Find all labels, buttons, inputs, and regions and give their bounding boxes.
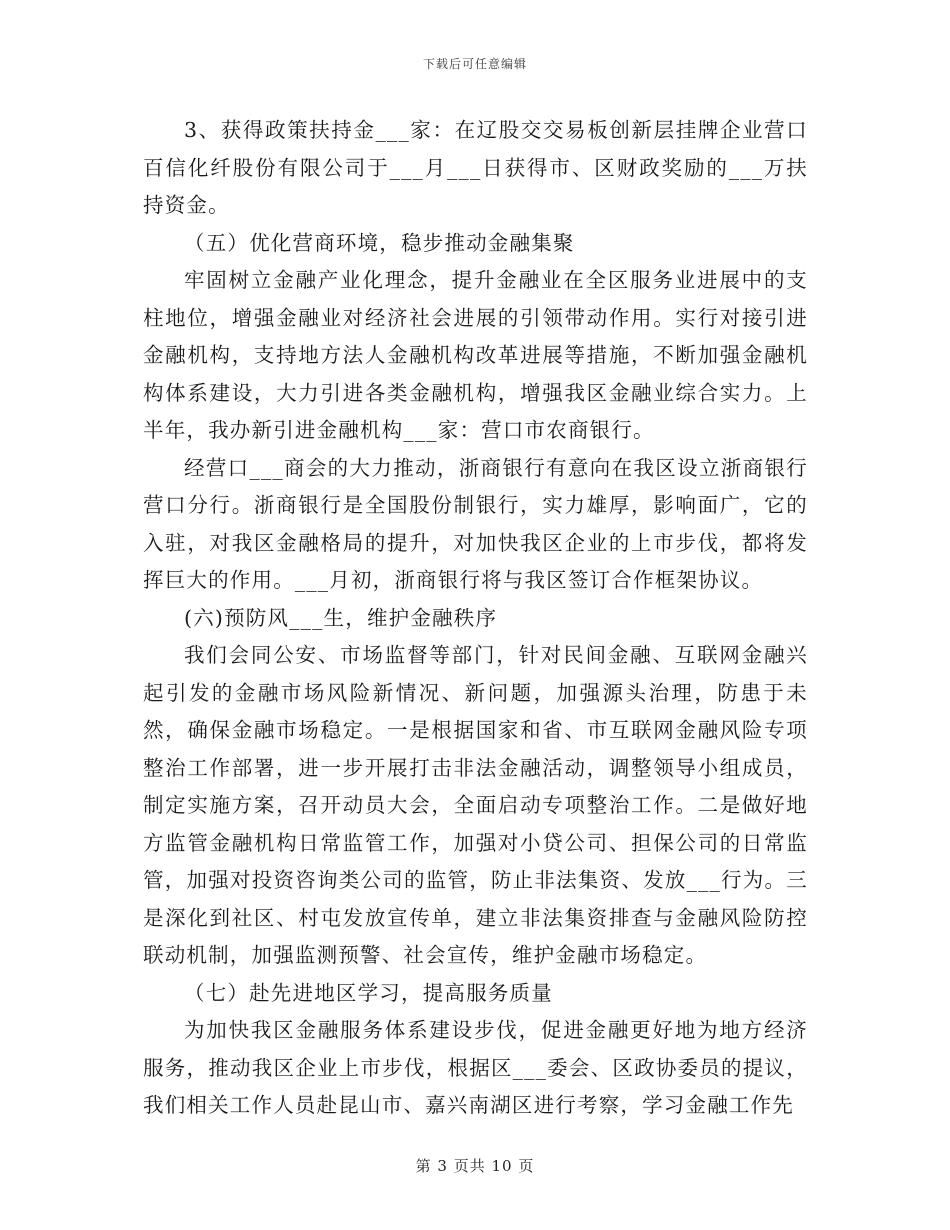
header-note: 下载后可任意编辑 <box>422 57 527 71</box>
paragraph-risk-prevention: 我们会同公安、市场监督等部门，针对民间金融、互联网金融兴起引发的金融市场风险新情况、新问题，加强源头治理，防患于未然，确保金融市场稳定。一是根据国家和省、市互联网金融风险专项整治工作部署，进一步开展打击非法金融活动，调整领导小组成员，制定实施方案，召开动员大会，全面启动专项整治工作。二是做好地方监管金融机构日常监管工作，加强对小贷公司、担保公司的日常监管，加强对投资咨询类公司的监管，防止非法集资、发放___行为。三是深化到社区、村屯发放宣传单，建立非法集资排查与金融风险防控联动机制，加强监测预警、社会宣传，维护金融市场稳定。 <box>143 643 808 967</box>
paragraph-policy-support: 3、获得政策扶持金___家：在辽股交交易板创新层挂牌企业营口百信化纤股份有限公司于___月___日获得市、区财政奖励的___万扶持资金。 <box>143 118 808 217</box>
section-heading-7: （七）赴先进地区学习，提高服务质量 <box>184 980 553 1005</box>
paragraph-study-visit: 为加快我区金融服务体系建设步伐，促进金融更好地为地方经济服务，推动我区企业上市步伐，根据区___委会、区政协委员的提议，我们相关工作人员赴昆山市、嘉兴南湖区进行考察，学习金融工作先 <box>143 1018 808 1117</box>
document-body <box>143 112 808 1125</box>
section-heading-6: (六)预防风___生，维护金融秩序 <box>184 605 498 630</box>
section-heading-5: （五）优化营商环境，稳步推动金融集聚 <box>184 230 575 255</box>
page-number-footer: 第 3 页共 10 页 <box>415 1157 535 1175</box>
paragraph-zheshang-bank: 经营口___商会的大力推动，浙商银行有意向在我区设立浙商银行营口分行。浙商银行是全国股份制银行，实力雄厚，影响面广，它的入驻，对我区金融格局的提升，对加快我区企业的上市步伐，都将发挥巨大的作用。___月初，浙商银行将与我区签订合作框架协议。 <box>143 455 808 592</box>
paragraph-financial-institutions: 牢固树立金融产业化理念，提升金融业在全区服务业进展中的支柱地位，增强金融业对经济社会进展的引领带动作用。实行对接引进金融机构，支持地方法人金融机构改革进展等措施，不断加强金融机构体系建设，大力引进各类金融机构，增强我区金融业综合实力。上半年，我办新引进金融机构___家：营口市农商银行。 <box>143 268 808 442</box>
